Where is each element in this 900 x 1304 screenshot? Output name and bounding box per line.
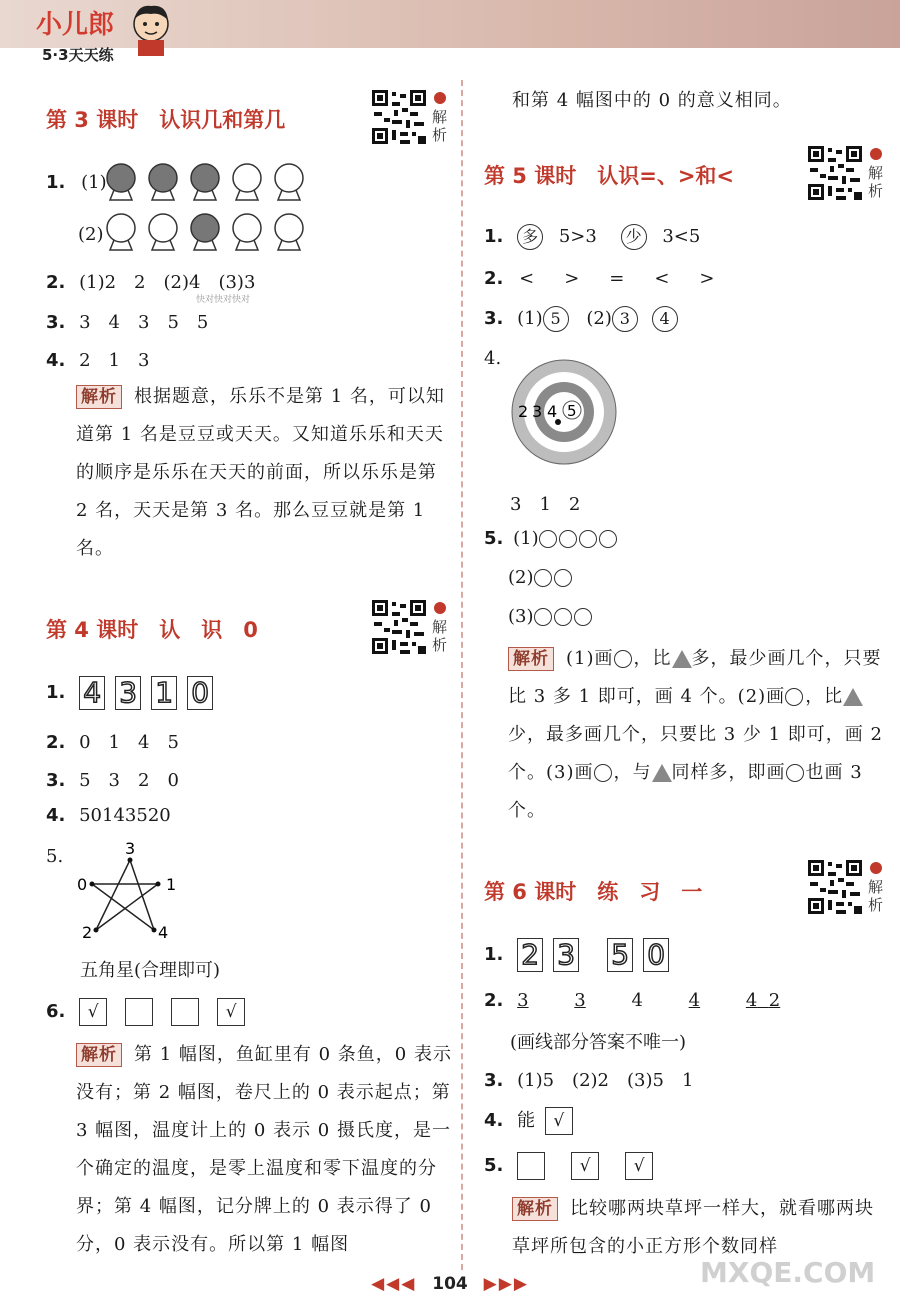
l3-analysis <box>76 378 450 568</box>
star-label: 0 <box>77 875 88 894</box>
l3-q1-part2: (2) <box>78 224 104 245</box>
q1-part1-label: (1) <box>81 172 107 193</box>
traced-digit: 1 <box>151 676 177 710</box>
page-footer <box>0 1274 900 1294</box>
circle-icon <box>554 569 572 587</box>
question-number: 2. <box>46 732 66 753</box>
l5-q1 <box>484 224 700 250</box>
star-label: 1 <box>166 875 177 894</box>
answer-box <box>125 998 153 1026</box>
circle-icon <box>539 530 557 548</box>
l3-q2 <box>46 268 255 294</box>
answer-text: (1)5 (2)2 (3)5 1 <box>517 1070 694 1091</box>
answer-underlined-pair <box>746 990 780 1011</box>
lesson-6-title: 第 6 课时 练 习 一 <box>484 880 703 904</box>
answer-text: 50143520 <box>79 805 171 826</box>
person-filled-icon <box>191 164 219 200</box>
l3-q1-row2-figures <box>104 210 314 254</box>
circled-answer: 多 <box>517 224 543 250</box>
sub-label: (1) <box>513 528 539 549</box>
circled-answer: 少 <box>621 224 647 250</box>
answer-underlined: 3 <box>517 990 529 1011</box>
l5-q3 <box>484 306 678 332</box>
answer-text: (1)2 2 (2)4 (3)3 <box>79 272 256 293</box>
l5-analysis <box>508 640 892 830</box>
triangle-icon <box>843 688 863 706</box>
qr-label: 解析 <box>432 618 448 654</box>
answer-text: < > = < > <box>519 268 721 289</box>
sub-label: (3) <box>508 606 534 627</box>
answer-text: 0 1 4 5 <box>79 732 179 753</box>
traced-digit: 2 <box>517 938 543 972</box>
person-outline-icon <box>275 164 303 200</box>
question-number: 5. <box>484 1155 504 1176</box>
watermark-text: 快对快对快对 <box>196 295 251 305</box>
target-diagram <box>508 356 620 468</box>
triangle-icon <box>652 764 672 782</box>
l5-q5-part2 <box>508 567 574 588</box>
l3-q3 <box>46 308 208 334</box>
person-outline-icon <box>149 214 177 250</box>
question-number: 4. <box>46 805 66 826</box>
l4-q6 <box>46 998 263 1026</box>
qr-code-icon[interactable] <box>370 598 428 656</box>
person-outline-icon <box>275 214 303 250</box>
question-number: 2. <box>484 990 504 1011</box>
l5-q5-part3 <box>508 606 594 627</box>
ring-label: 4 <box>547 402 558 421</box>
answer-text: 2 1 3 <box>79 350 150 371</box>
sub-label: (2) <box>586 308 612 329</box>
person-outline-icon <box>233 214 261 250</box>
analysis-text: 多，最少画几个，只要比 3 多 1 即可，画 4 个。(2)画 <box>508 648 882 707</box>
answer-box <box>171 998 199 1026</box>
analysis-text: ，比 <box>633 648 672 669</box>
traced-digit: 3 <box>115 676 141 710</box>
lesson-5-title: 第 5 课时 认识=、>和< <box>484 164 735 188</box>
l5-q2 <box>484 264 721 290</box>
circle-icon <box>614 650 632 668</box>
star-point <box>152 928 157 933</box>
l5-q4-answer: 3 1 2 <box>510 494 581 515</box>
qr-label: 解析 <box>868 878 884 914</box>
answer-text: 4 <box>631 990 643 1011</box>
analysis-text: (1)画 <box>566 648 614 669</box>
ring-label: 5 <box>567 402 577 420</box>
lesson-3-title: 第 3 课时 认识几和第几 <box>46 108 286 132</box>
traced-digit: 0 <box>643 938 669 972</box>
analysis-text: 同样多，即画 <box>671 762 786 783</box>
l6-q3 <box>484 1066 693 1092</box>
ring-label: 2 <box>518 402 529 421</box>
star-point <box>94 928 99 933</box>
question-number: 2. <box>46 272 66 293</box>
star-label: 3 <box>125 839 136 858</box>
question-number: 2. <box>484 268 504 289</box>
corner-watermark: MXQE.COM <box>700 1256 876 1289</box>
question-number: 1. <box>46 172 66 193</box>
person-outline-icon <box>107 214 135 250</box>
star-point <box>128 858 133 863</box>
analysis-tag: 解析 <box>76 1043 122 1067</box>
answer-box: √ <box>79 998 107 1026</box>
star-line <box>92 860 158 930</box>
analysis-tag: 解析 <box>76 385 122 409</box>
answer-text: 5 3 2 0 <box>79 770 179 791</box>
answer-text: 2 <box>768 990 781 1011</box>
triangle-icon <box>672 650 692 668</box>
l5-q4-number: 4. <box>484 348 502 369</box>
traced-digit: 4 <box>79 676 105 710</box>
qr-label: 解析 <box>868 164 884 200</box>
brand-subtitle: 5·3天天练 <box>42 46 114 64</box>
question-number: 3. <box>46 770 66 791</box>
answer-box: √ <box>571 1152 599 1180</box>
analysis-text: 少，最多画几个，只要比 3 少 1 即可，画 2 个。(3)画 <box>508 724 883 783</box>
circle-icon <box>534 569 552 587</box>
question-number: 1. <box>46 682 66 703</box>
page-header <box>0 0 900 62</box>
question-number: 1. <box>484 944 504 965</box>
brand-logo: 小儿郎 <box>36 10 115 40</box>
circled-answer: 5 <box>543 306 569 332</box>
play-icon <box>434 602 446 614</box>
circle-icon <box>786 764 804 782</box>
circle-icon <box>559 530 577 548</box>
l6-analysis <box>512 1190 892 1266</box>
l4-q1 <box>46 676 223 710</box>
play-icon <box>870 148 882 160</box>
qr-code-icon[interactable] <box>370 88 428 146</box>
answer-text: 3 4 3 5 5 <box>79 312 209 333</box>
analysis-text: ，比 <box>805 686 844 707</box>
l6-q4 <box>484 1106 591 1135</box>
traced-digit: 0 <box>187 676 213 710</box>
sub-label: (2) <box>508 567 534 588</box>
star-point <box>90 882 95 887</box>
ring-label: 3 <box>532 402 543 421</box>
question-number: 4. <box>484 1110 504 1131</box>
circled-answer: 4 <box>652 306 678 332</box>
person-outline-icon <box>233 164 261 200</box>
analysis-text: 第 1 幅图，鱼缸里有 0 条鱼，0 表示没有；第 2 幅图，卷尺上的 0 表示起点；第 3 幅图，温度计上的 0 表示 0 摄氏度，是一个确定的温度，是零上温度和零下温度的分界；第 4 幅图，记分牌上的 0 表示得了 0 分，0 表示没有。所以第 1 幅图 <box>76 1044 452 1255</box>
l5-q5 <box>484 528 619 549</box>
l6-q1 <box>484 938 679 972</box>
analysis-text: 比较哪两块草坪一样大，就看哪两块草坪所包含的小正方形个数同样 <box>512 1198 874 1257</box>
star-label: 2 <box>82 923 93 942</box>
traced-digit: 5 <box>607 938 633 972</box>
question-number: 4. <box>46 350 66 371</box>
l3-q1-row1-figures <box>104 160 314 204</box>
answer-box: √ <box>545 1107 573 1135</box>
answer-underlined: 3 <box>574 990 586 1011</box>
star-label: 4 <box>158 923 169 942</box>
qr-code-icon[interactable] <box>806 858 864 916</box>
person-filled-icon <box>107 164 135 200</box>
answer-text: 3<5 <box>662 226 701 247</box>
qr-code-icon[interactable] <box>806 144 864 202</box>
circle-icon <box>574 608 592 626</box>
l4-analysis <box>76 1036 454 1264</box>
analysis-text: 根据题意，乐乐不是第 1 名，可以知道第 1 名是豆豆或天天。又知道乐乐和天天的顺序是乐乐在天天的前面，所以乐乐是第 2 名，天天是第 3 名。那么豆豆就是第 1 名。 <box>76 386 445 559</box>
answer-underlined: 4 <box>688 990 701 1011</box>
circle-icon <box>554 608 572 626</box>
l4-q2 <box>46 728 179 754</box>
question-number: 3. <box>484 1070 504 1091</box>
l4-q3 <box>46 766 179 792</box>
right-arrows-icon: ▶▶▶ <box>483 1274 529 1294</box>
column-divider <box>461 80 463 1270</box>
play-icon <box>870 862 882 874</box>
circle-icon <box>785 688 803 706</box>
answer-text: 能 <box>517 1110 536 1131</box>
question-number: 6. <box>46 1001 66 1022</box>
play-icon <box>434 92 446 104</box>
person-filled-icon <box>149 164 177 200</box>
page-number: 104 <box>432 1274 468 1294</box>
person-filled-icon <box>191 214 219 250</box>
circle-icon <box>534 608 552 626</box>
left-arrows-icon: ◀◀◀ <box>371 1274 417 1294</box>
l3-q4 <box>46 346 149 372</box>
circle-icon <box>579 530 597 548</box>
l4-analysis-continued: 和第 4 幅图中的 0 的意义相同。 <box>512 90 792 111</box>
l6-q2-note: (画线部分答案不唯一) <box>510 1032 687 1053</box>
l4-q5-answer: 五角星(合理即可) <box>80 960 221 981</box>
answer-text: 4 <box>745 990 758 1011</box>
analysis-tag: 解析 <box>508 647 554 671</box>
l6-q2 <box>484 990 780 1011</box>
circled-answer: 3 <box>612 306 638 332</box>
qr-label: 解析 <box>432 108 448 144</box>
circle-icon <box>594 764 612 782</box>
analysis-text: 也画 3 个。 <box>508 762 863 821</box>
answer-box: √ <box>625 1152 653 1180</box>
answer-box <box>517 1152 545 1180</box>
l4-q5-number: 5. <box>46 846 64 867</box>
analysis-text: ，与 <box>613 762 652 783</box>
question-number: 3. <box>46 312 66 333</box>
answer-box: √ <box>217 998 245 1026</box>
circle-icon <box>599 530 617 548</box>
sub-label: (1) <box>517 308 543 329</box>
traced-digit: 3 <box>553 938 579 972</box>
answer-text: 5>3 <box>558 226 597 247</box>
star-point <box>156 882 161 887</box>
mascot-icon <box>128 2 174 58</box>
star-diagram <box>72 838 192 946</box>
l4-q4 <box>46 805 171 826</box>
l3-q1 <box>46 172 107 193</box>
lesson-4-title: 第 4 课时 认 识 0 <box>46 618 258 642</box>
l6-q5 <box>484 1152 671 1180</box>
question-number: 5. <box>484 528 504 549</box>
question-number: 3. <box>484 308 504 329</box>
analysis-tag: 解析 <box>512 1197 558 1221</box>
question-number: 1. <box>484 226 504 247</box>
